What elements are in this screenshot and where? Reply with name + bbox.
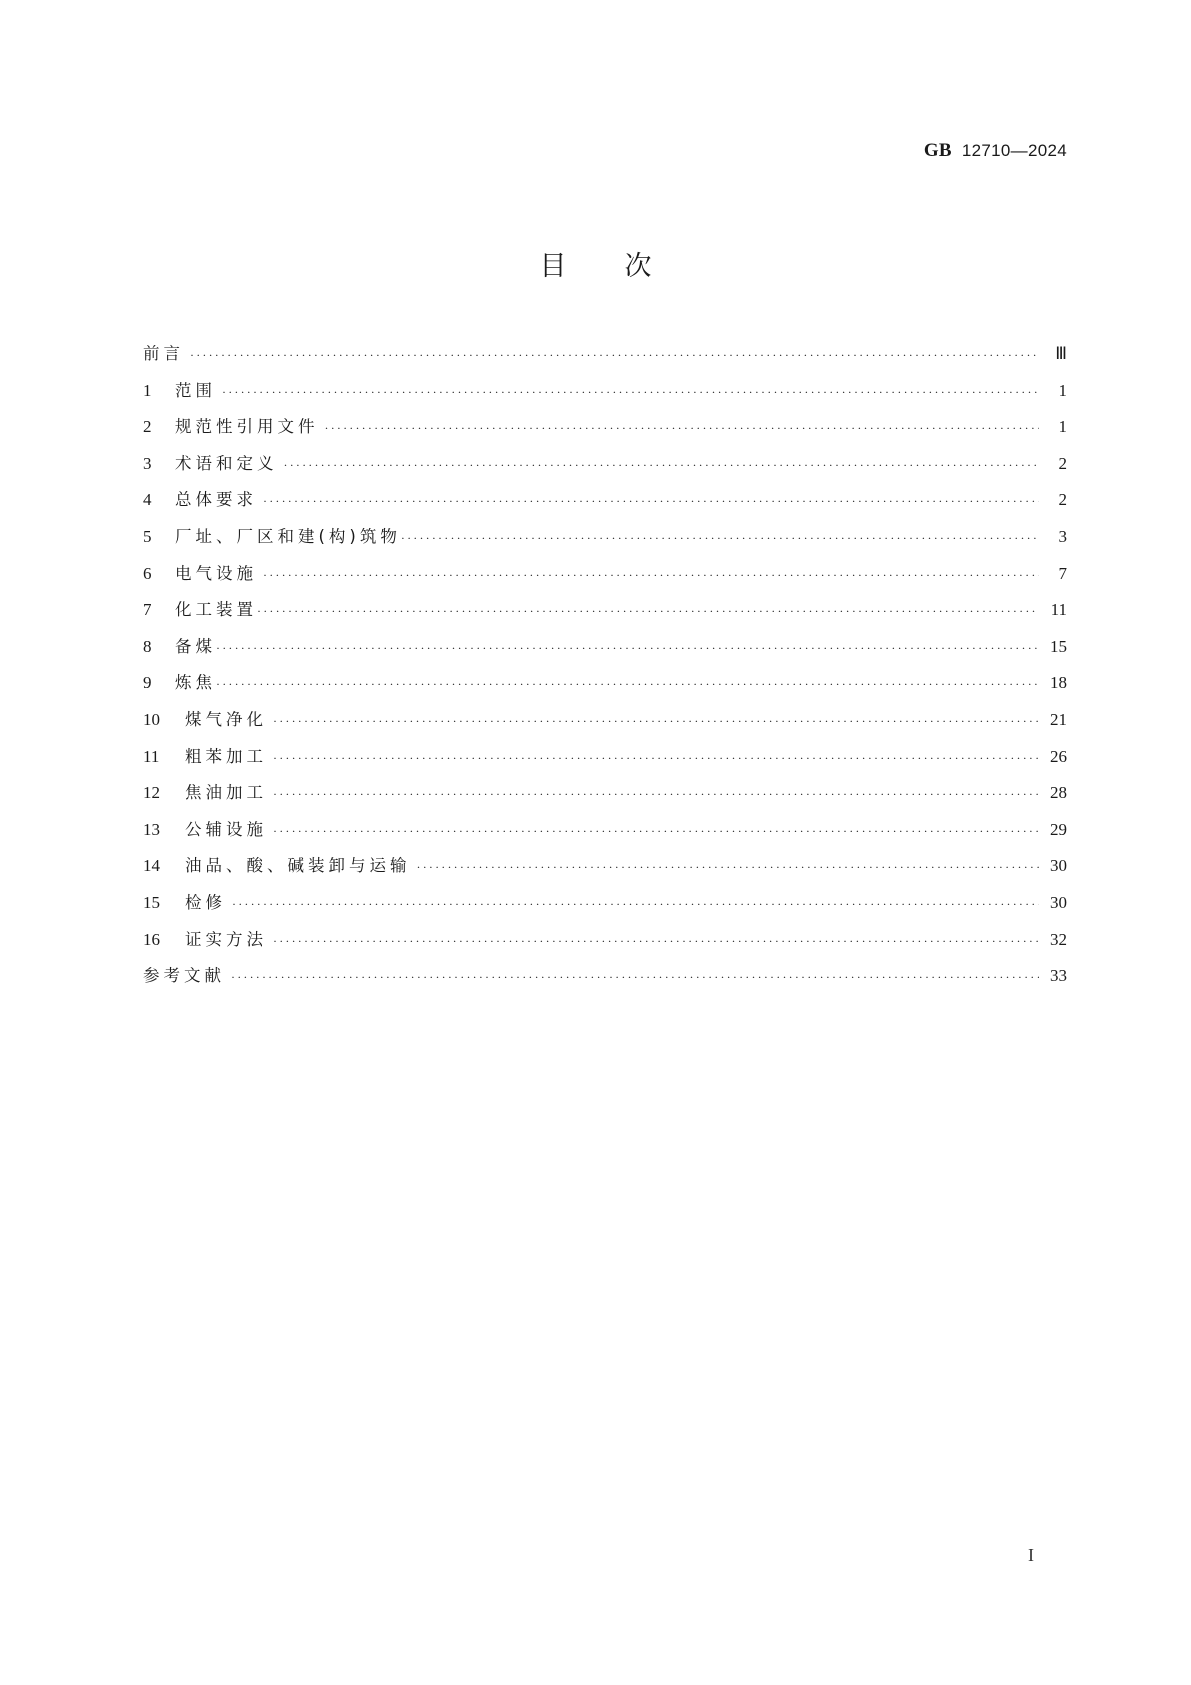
toc-entry-page: 7 [1058, 563, 1067, 583]
dot-leader [273, 782, 1039, 806]
toc-entry-number: 11 [143, 746, 160, 766]
toc-entry-page: 1 [1058, 380, 1067, 400]
toc-entry-number: 3 [143, 453, 152, 473]
dot-leader [417, 855, 1040, 879]
toc-entry-number: 13 [143, 819, 160, 839]
toc-entry-number: 1 [143, 380, 152, 400]
dot-leader [222, 380, 1039, 404]
toc-entry-label: 化工装置 [175, 600, 257, 620]
toc-entry-11[interactable] [143, 745, 1067, 782]
toc-entry-3[interactable] [143, 452, 1067, 489]
toc-entry-label: 公辅设施 [185, 819, 267, 839]
toc-entry-number: 15 [143, 892, 160, 912]
dot-leader [401, 526, 1039, 550]
toc-entry-number: 4 [143, 490, 152, 510]
standard-number: 12710—2024 [961, 141, 1067, 160]
toc-entry-number: 14 [143, 856, 160, 876]
page-title: 目次 [539, 251, 710, 282]
toc-entry-label: 粗苯加工 [185, 746, 267, 766]
toc-entry-page: 2 [1058, 490, 1067, 510]
toc-entry-page: 11 [1050, 600, 1067, 620]
toc-entry-7[interactable] [143, 598, 1067, 635]
toc-entry-page: 30 [1050, 856, 1067, 876]
toc-entry-references[interactable] [143, 964, 1067, 1001]
toc-entry-page: 2 [1058, 453, 1067, 473]
toc-entry-5[interactable] [143, 525, 1067, 562]
dot-leader [231, 965, 1039, 989]
dot-leader [216, 672, 1039, 696]
toc-entry-label: 范围 [175, 380, 216, 400]
dot-leader [263, 563, 1039, 587]
toc-entry-foreword[interactable] [143, 342, 1067, 379]
dot-leader [273, 746, 1039, 770]
dot-leader [232, 892, 1039, 916]
toc-entry-14[interactable] [143, 854, 1067, 891]
toc-entry-label: 证实方法 [185, 929, 267, 949]
toc-entry-number: 16 [143, 929, 160, 949]
toc-entry-12[interactable] [143, 781, 1067, 818]
toc-entry-label: 术语和定义 [175, 453, 278, 473]
toc-entry-number: 5 [143, 526, 152, 546]
toc-entry-number: 9 [143, 673, 152, 693]
dot-leader [263, 489, 1039, 513]
dot-leader [273, 929, 1039, 953]
toc-entry-page: 29 [1050, 819, 1067, 839]
dot-leader [257, 599, 1039, 623]
toc-entry-label: 焦油加工 [185, 783, 267, 803]
dot-leader [284, 453, 1040, 477]
toc-entry-page: 3 [1058, 526, 1067, 546]
toc-entry-15[interactable] [143, 891, 1067, 928]
toc-entry-number: 2 [143, 417, 152, 437]
standard-code [924, 140, 1067, 162]
toc-entry-page: 32 [1050, 929, 1067, 949]
toc-entry-label: 备煤 [175, 636, 216, 656]
toc-entry-page: 1 [1058, 417, 1067, 437]
toc-entry-number: 10 [143, 709, 160, 729]
dot-leader [325, 416, 1040, 440]
toc-entry-number: 7 [143, 600, 152, 620]
toc-entry-number: 6 [143, 563, 152, 583]
toc-entry-page: 33 [1050, 966, 1067, 986]
toc-entry-9[interactable] [143, 671, 1067, 708]
toc-entry-label: 油品、酸、碱装卸与运输 [185, 856, 411, 876]
toc-entry-10[interactable] [143, 708, 1067, 745]
toc-entry-13[interactable] [143, 818, 1067, 855]
toc-entry-label: 电气设施 [175, 563, 257, 583]
toc-entry-page: 28 [1050, 783, 1067, 803]
toc-entry-2[interactable] [143, 415, 1067, 452]
toc-entry-8[interactable] [143, 635, 1067, 672]
toc-entry-label: 厂址、厂区和建(构)筑物 [175, 526, 401, 546]
toc-entry-label: 总体要求 [175, 490, 257, 510]
toc-entry-label: 前言 [143, 344, 184, 363]
dot-leader [190, 343, 1039, 367]
toc-entry-label: 煤气净化 [185, 709, 267, 729]
toc-entry-4[interactable] [143, 488, 1067, 525]
toc-entry-page: Ⅲ [1055, 344, 1067, 363]
toc-entry-1[interactable] [143, 379, 1067, 416]
toc-entry-label: 炼焦 [175, 673, 216, 693]
toc-entry-page: 26 [1050, 746, 1067, 766]
toc-entry-page: 15 [1050, 636, 1067, 656]
standard-prefix: GB [923, 140, 952, 161]
page-number: I [1028, 1545, 1034, 1565]
dot-leader [273, 709, 1039, 733]
toc-entry-page: 18 [1050, 673, 1067, 693]
toc-entry-number: 8 [143, 636, 152, 656]
toc-entry-number: 12 [143, 783, 160, 803]
toc-entry-6[interactable] [143, 562, 1067, 599]
toc-entry-16[interactable] [143, 928, 1067, 965]
toc-entry-label: 检修 [185, 892, 226, 912]
toc-entry-label: 参考文献 [143, 966, 225, 986]
toc-entry-page: 21 [1050, 709, 1067, 729]
toc-entry-label: 规范性引用文件 [175, 417, 319, 437]
table-of-contents [143, 342, 1067, 1001]
dot-leader [273, 819, 1039, 843]
toc-entry-page: 30 [1050, 892, 1067, 912]
dot-leader [216, 636, 1039, 660]
